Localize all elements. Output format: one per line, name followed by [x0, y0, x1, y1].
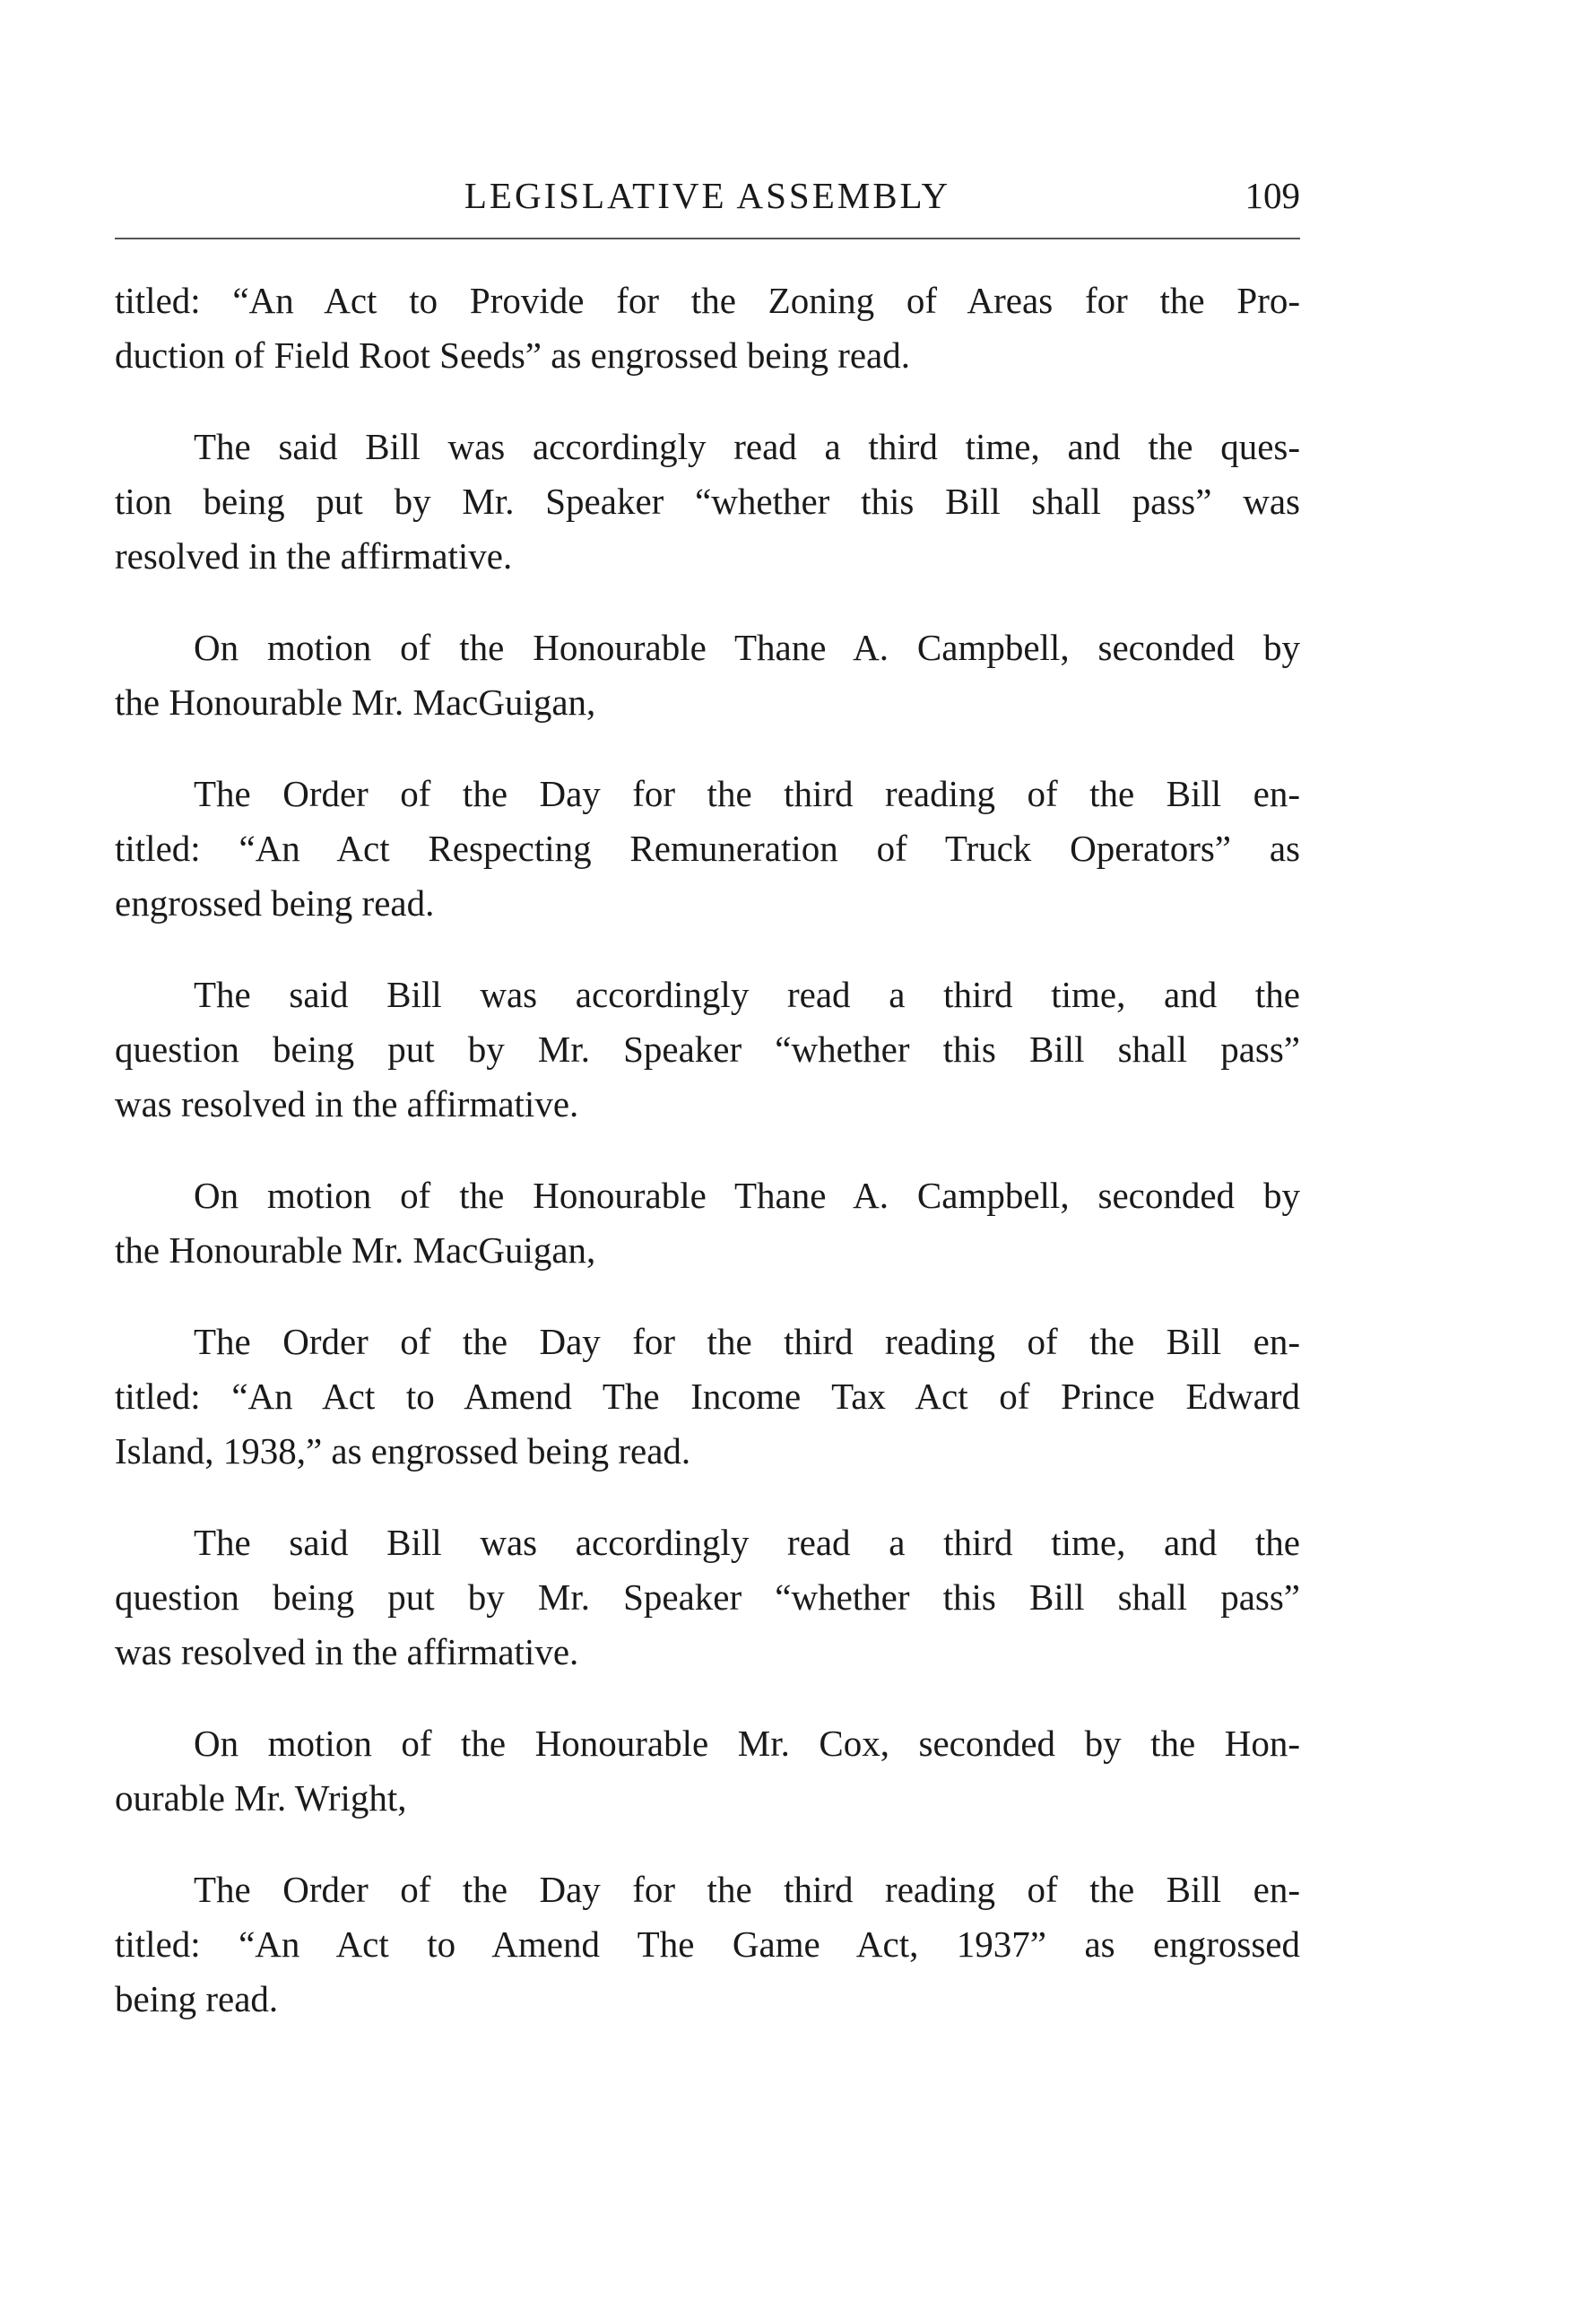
paragraph: [115, 1168, 1300, 1278]
paragraph: [115, 420, 1300, 584]
paragraph: [115, 1716, 1300, 1826]
paragraph-line: The said Bill was accordingly read a third time, and the: [194, 1522, 1300, 1563]
paragraph-line: The said Bill was accordingly read a third time, and the: [194, 974, 1300, 1015]
paragraph-line: the Honourable Mr. MacGuigan,: [115, 1229, 596, 1271]
paragraph-line: The said Bill was accordingly read a third time, and the ques-: [194, 426, 1300, 467]
paragraph-line: tion being put by Mr. Speaker “whether this Bill shall pass” was: [115, 481, 1300, 522]
paragraph-line: being read.: [115, 1978, 279, 2019]
paragraph-line: The Order of the Day for the third reading of the Bill en-: [194, 773, 1300, 814]
paragraph-line: titled: “An Act to Amend The Game Act, 1937” as engrossed: [115, 1923, 1300, 1965]
running-head: [115, 169, 1300, 222]
paragraph-line: resolved in the affirmative.: [115, 535, 513, 577]
paragraph: [115, 273, 1300, 383]
paragraph-line: titled: “An Act to Amend The Income Tax Act of Prince Edward: [115, 1376, 1300, 1417]
paragraph-line: ourable Mr. Wright,: [115, 1777, 407, 1819]
paragraph-line: titled: “An Act Respecting Remuneration of Truck Operators” as: [115, 828, 1300, 869]
paragraph-line: was resolved in the affirmative.: [115, 1083, 579, 1124]
paragraph-line: The Order of the Day for the third reading of the Bill en-: [194, 1869, 1300, 1910]
running-title: LEGISLATIVE ASSEMBLY: [464, 175, 951, 216]
paragraph: [115, 621, 1300, 730]
paragraph: [115, 968, 1300, 1132]
paragraph: [115, 1315, 1300, 1479]
paragraph-line: The Order of the Day for the third reading of the Bill en-: [194, 1321, 1300, 1362]
paragraph-line: Island, 1938,” as engrossed being read.: [115, 1430, 691, 1472]
paragraph-line: was resolved in the affirmative.: [115, 1631, 579, 1672]
paragraph: [115, 1862, 1300, 2027]
page-number: 109: [1245, 175, 1300, 216]
paragraph-line: engrossed being read.: [115, 882, 435, 924]
paragraph-line: question being put by Mr. Speaker “whether this Bill shall pass”: [115, 1029, 1300, 1070]
paragraph: [115, 767, 1300, 931]
paragraph-line: titled: “An Act to Provide for the Zoning of Areas for the Pro-: [115, 280, 1300, 321]
paragraph: [115, 1515, 1300, 1680]
header-rule: [115, 238, 1300, 239]
document-body: [115, 273, 1300, 2027]
paragraph-line: duction of Field Root Seeds” as engrossed being read.: [115, 334, 911, 376]
paragraph-line: On motion of the Honourable Thane A. Campbell, seconded by: [194, 1175, 1300, 1216]
paragraph-line: the Honourable Mr. MacGuigan,: [115, 682, 596, 723]
paragraph-line: On motion of the Honourable Mr. Cox, seconded by the Hon-: [194, 1723, 1300, 1764]
paragraph-line: On motion of the Honourable Thane A. Campbell, seconded by: [194, 627, 1300, 668]
paragraph-line: question being put by Mr. Speaker “whether this Bill shall pass”: [115, 1576, 1300, 1618]
